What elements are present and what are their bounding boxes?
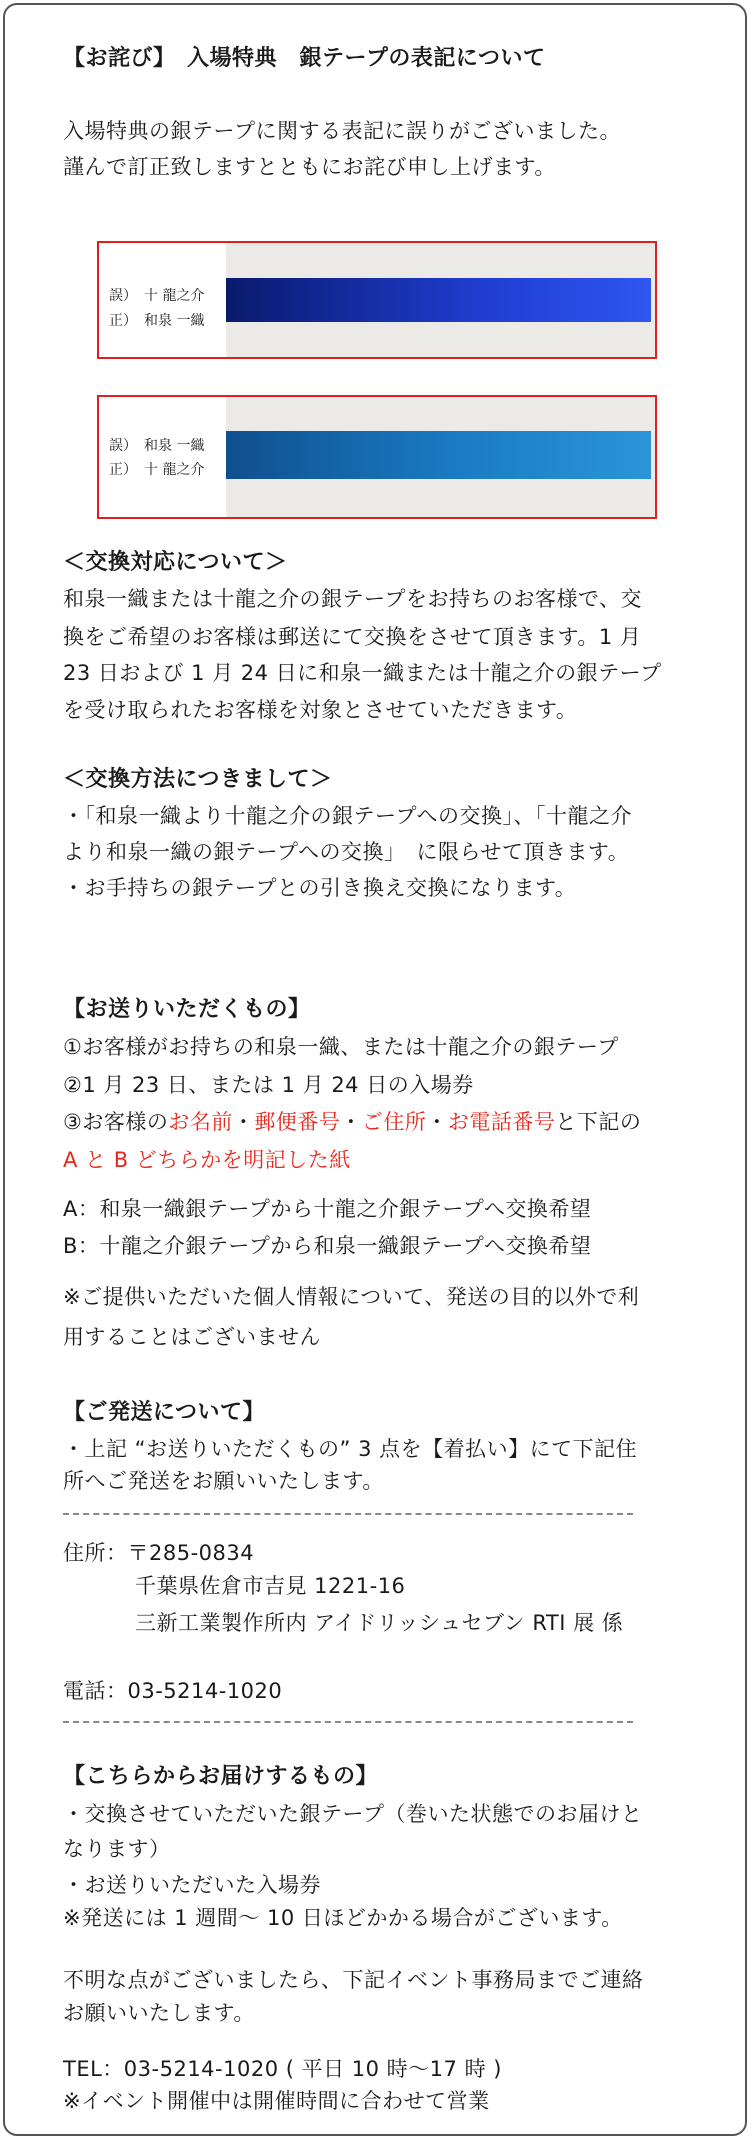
shipping-line-2: 所へご発送をお願いいたします。 — [63, 1469, 384, 1493]
tape-photo-2 — [97, 395, 657, 519]
shipping-heading: 【ご発送について】 — [63, 1400, 266, 1425]
intro-line-1: 入場特典の銀テープに関する表記に誤りがございました。 — [63, 119, 621, 143]
exchange-line-1: 和泉一織または十龍之介の銀テープをお持ちのお客様で、交 — [63, 587, 643, 611]
exchange-line-3: 23 日および 1 月 24 日に和泉一織または十龍之介の銀テープ — [63, 661, 662, 685]
delivery-line-1: ・交換させていただいた銀テープ（巻いた状態でのお届けと — [63, 1802, 643, 1826]
address-label: 住所：〒285-0834 — [63, 1541, 255, 1565]
send-item-2: ②1 月 23 日、または 1 月 24 日の入場券 — [63, 1073, 474, 1097]
method-line-1: ・「和泉一織より十龍之介の銀テープへの交換」、「十龍之介 — [63, 804, 633, 828]
delivery-line-4: ※発送には 1 週間～ 10 日ほどかかる場合がございます。 — [63, 1906, 623, 1930]
tape-photo-1 — [97, 241, 657, 359]
intro-line-2: 謹んで訂正致しますとともにお詫び申し上げます。 — [63, 155, 556, 179]
shipping-phone: 電話：03-5214-1020 — [63, 1679, 283, 1703]
address-line-1: 千葉県佐倉市吉見 1221-16 — [135, 1574, 406, 1598]
option-b: B：十龍之介銀テープから和泉一織銀テープへ交換希望 — [63, 1234, 592, 1258]
send-item-3: ③お客様のお名前・郵便番号・ご住所・お電話番号と下記の — [63, 1110, 642, 1134]
contact-line-1: 不明な点がございましたら、下記イベント事務局までご連絡 — [63, 1968, 644, 1992]
privacy-line-2: 用することはございません — [63, 1325, 321, 1349]
privacy-line-1: ※ご提供いただいた個人情報について、発送の目的以外で利 — [63, 1285, 640, 1309]
send-item-1: ①お客様がお持ちの和泉一織、または十龍之介の銀テープ — [63, 1035, 619, 1059]
page-title: 【お詫び】 入場特典 銀テープの表記について — [63, 46, 546, 71]
send-item-3-line-2: A と B どちらかを明記した紙 — [63, 1148, 351, 1172]
option-a: A：和泉一織銀テープから十龍之介銀テープへ交換希望 — [63, 1197, 592, 1221]
contact-tel: TEL：03-5214-1020 ( 平日 10 時～17 時 ) — [63, 2057, 502, 2081]
silver-tape-image — [226, 431, 651, 479]
silver-tape-image — [226, 278, 651, 322]
contact-note: ※イベント開催中は開催時間に合わせて営業 — [63, 2089, 490, 2113]
method-line-2: より和泉一織の銀テープへの交換」 に限らせて頂きます。 — [63, 840, 630, 864]
delivery-heading: 【こちらからお届けするもの】 — [63, 1764, 379, 1789]
exchange-line-2: 換をご希望のお客様は郵送にて交換をさせて頂きます。1 月 — [63, 625, 642, 649]
method-line-3: ・お手持ちの銀テープとの引き換え交換になります。 — [63, 876, 577, 900]
photo-2-correct-label: 正） 十 龍之介 — [109, 462, 205, 478]
contact-line-2: お願いいたします。 — [63, 2001, 255, 2025]
divider — [63, 1513, 633, 1515]
shipping-line-1: ・上記 “お送りいただくもの” 3 点を【着払い】にて下記住 — [63, 1437, 638, 1461]
delivery-line-3: ・お送りいただいた入場券 — [63, 1873, 321, 1897]
photo-1-correct-label: 正） 和泉 一織 — [109, 313, 205, 329]
photo-1-wrong-label: 誤） 十 龍之介 — [109, 288, 205, 304]
divider — [63, 1721, 633, 1723]
send-heading: 【お送りいただくもの】 — [63, 997, 311, 1022]
exchange-line-4: を受け取られたお客様を対象とさせていただきます。 — [63, 698, 578, 722]
photo-2-wrong-label: 誤） 和泉 一織 — [109, 438, 205, 454]
delivery-line-2: なります） — [63, 1837, 171, 1861]
address-line-2: 三新工業製作所内 アイドリッシュセブン RTI 展 係 — [135, 1611, 624, 1635]
exchange-heading: ＜交換対応について＞ — [63, 550, 288, 575]
method-heading: ＜交換方法につきまして＞ — [63, 767, 333, 792]
